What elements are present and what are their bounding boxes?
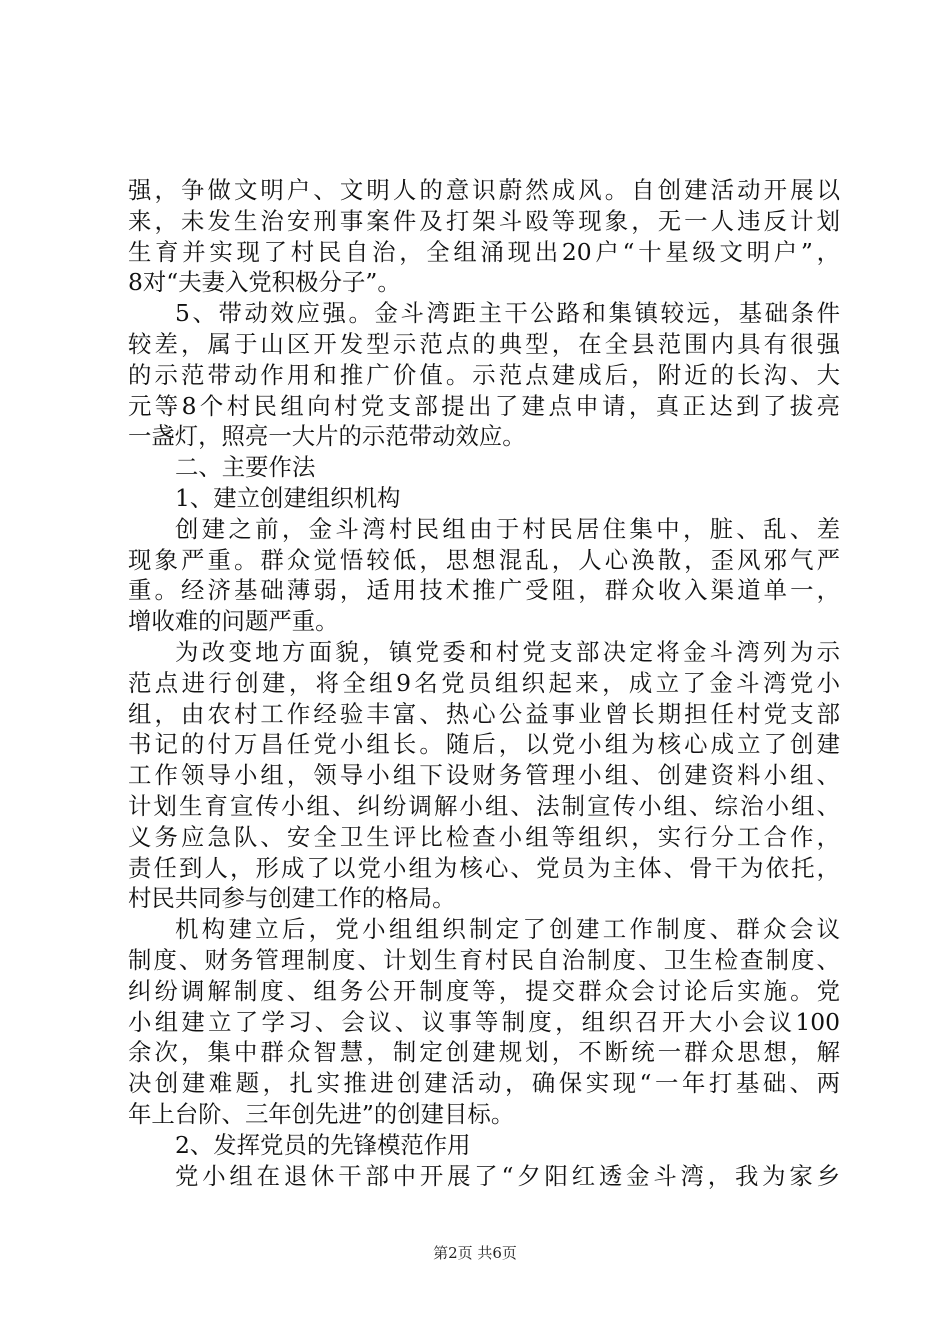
text-line: 年上台阶、三年创先进”的创建目标。	[128, 1099, 515, 1128]
text-line: 5、带动效应强。金斗湾距主干公路和集镇较远，基础条件	[175, 299, 840, 328]
page-footer: 第2页 共6页	[433, 1244, 517, 1262]
text-line: 决创建难题，扎实推进创建活动，确保实现“一年打基础、两	[128, 1069, 840, 1098]
text-line: 的示范带动作用和推广价值。示范点建成后，附近的长沟、大	[128, 360, 840, 389]
text-line: 创建之前，金斗湾村民组由于村民居住集中，脏、乱、差	[175, 514, 840, 543]
text-line: 为改变地方面貌，镇党委和村党支部决定将金斗湾列为示	[175, 637, 840, 666]
text-line: 二、主要作法	[175, 453, 316, 482]
text-line: 制度、财务管理制度、计划生育村民自治制度、卫生检查制度、	[128, 945, 840, 974]
document-body	[128, 175, 840, 1191]
text-line: 一盏灯，照亮一大片的示范带动效应。	[128, 422, 526, 451]
text-line: 现象严重。群众觉悟较低，思想混乱，人心涣散，歪风邪气严	[128, 545, 840, 574]
text-line: 责任到人，形成了以党小组为核心、党员为主体、骨干为依托，	[128, 853, 840, 882]
text-line: 村民共同参与创建工作的格局。	[128, 884, 456, 913]
text-line: 义务应急队、安全卫生评比检查小组等组织，实行分工合作，	[128, 822, 840, 851]
text-line: 工作领导小组，领导小组下设财务管理小组、创建资料小组、	[128, 761, 840, 790]
text-line: 生育并实现了村民自治，全组涌现出20户“十星级文明户”，	[128, 237, 840, 266]
text-line: 计划生育宣传小组、纠纷调解小组、法制宣传小组、综治小组、	[128, 791, 840, 820]
text-line: 机构建立后，党小组组织制定了创建工作制度、群众会议	[175, 915, 840, 944]
text-line: 增收难的问题严重。	[128, 607, 339, 636]
text-line: 范点进行创建，将全组9名党员组织起来，成立了金斗湾党小	[128, 668, 840, 697]
text-line: 1、建立创建组织机构	[175, 483, 401, 512]
text-line: 余次，集中群众智慧，制定创建规划，不断统一群众思想，解	[128, 1038, 840, 1067]
text-line: 8对“夫妻入党积极分子”。	[128, 268, 401, 297]
text-line: 纠纷调解制度、组务公开制度等，提交群众会讨论后实施。党	[128, 976, 840, 1005]
text-line: 较差，属于山区开发型示范点的典型，在全县范围内具有很强	[128, 329, 840, 358]
text-line: 元等8个村民组向村党支部提出了建点申请，真正达到了拔亮	[128, 391, 840, 420]
text-line: 重。经济基础薄弱，适用技术推广受阻，群众收入渠道单一，	[128, 576, 840, 605]
text-line: 党小组在退休干部中开展了“夕阳红透金斗湾，我为家乡	[175, 1161, 840, 1190]
text-line: 组，由农村工作经验丰富、热心公益事业曾长期担任村党支部	[128, 699, 840, 728]
text-line: 书记的付万昌任党小组长。随后，以党小组为核心成立了创建	[128, 730, 840, 759]
text-line: 强，争做文明户、文明人的意识蔚然成风。自创建活动开展以	[128, 176, 840, 204]
text-line: 来，未发生治安刑事案件及打架斗殴等现象，无一人违反计划	[128, 206, 840, 235]
text-line: 2、发挥党员的先锋模范作用	[175, 1130, 471, 1159]
text-line: 小组建立了学习、会议、议事等制度，组织召开大小会议100	[128, 1007, 840, 1036]
